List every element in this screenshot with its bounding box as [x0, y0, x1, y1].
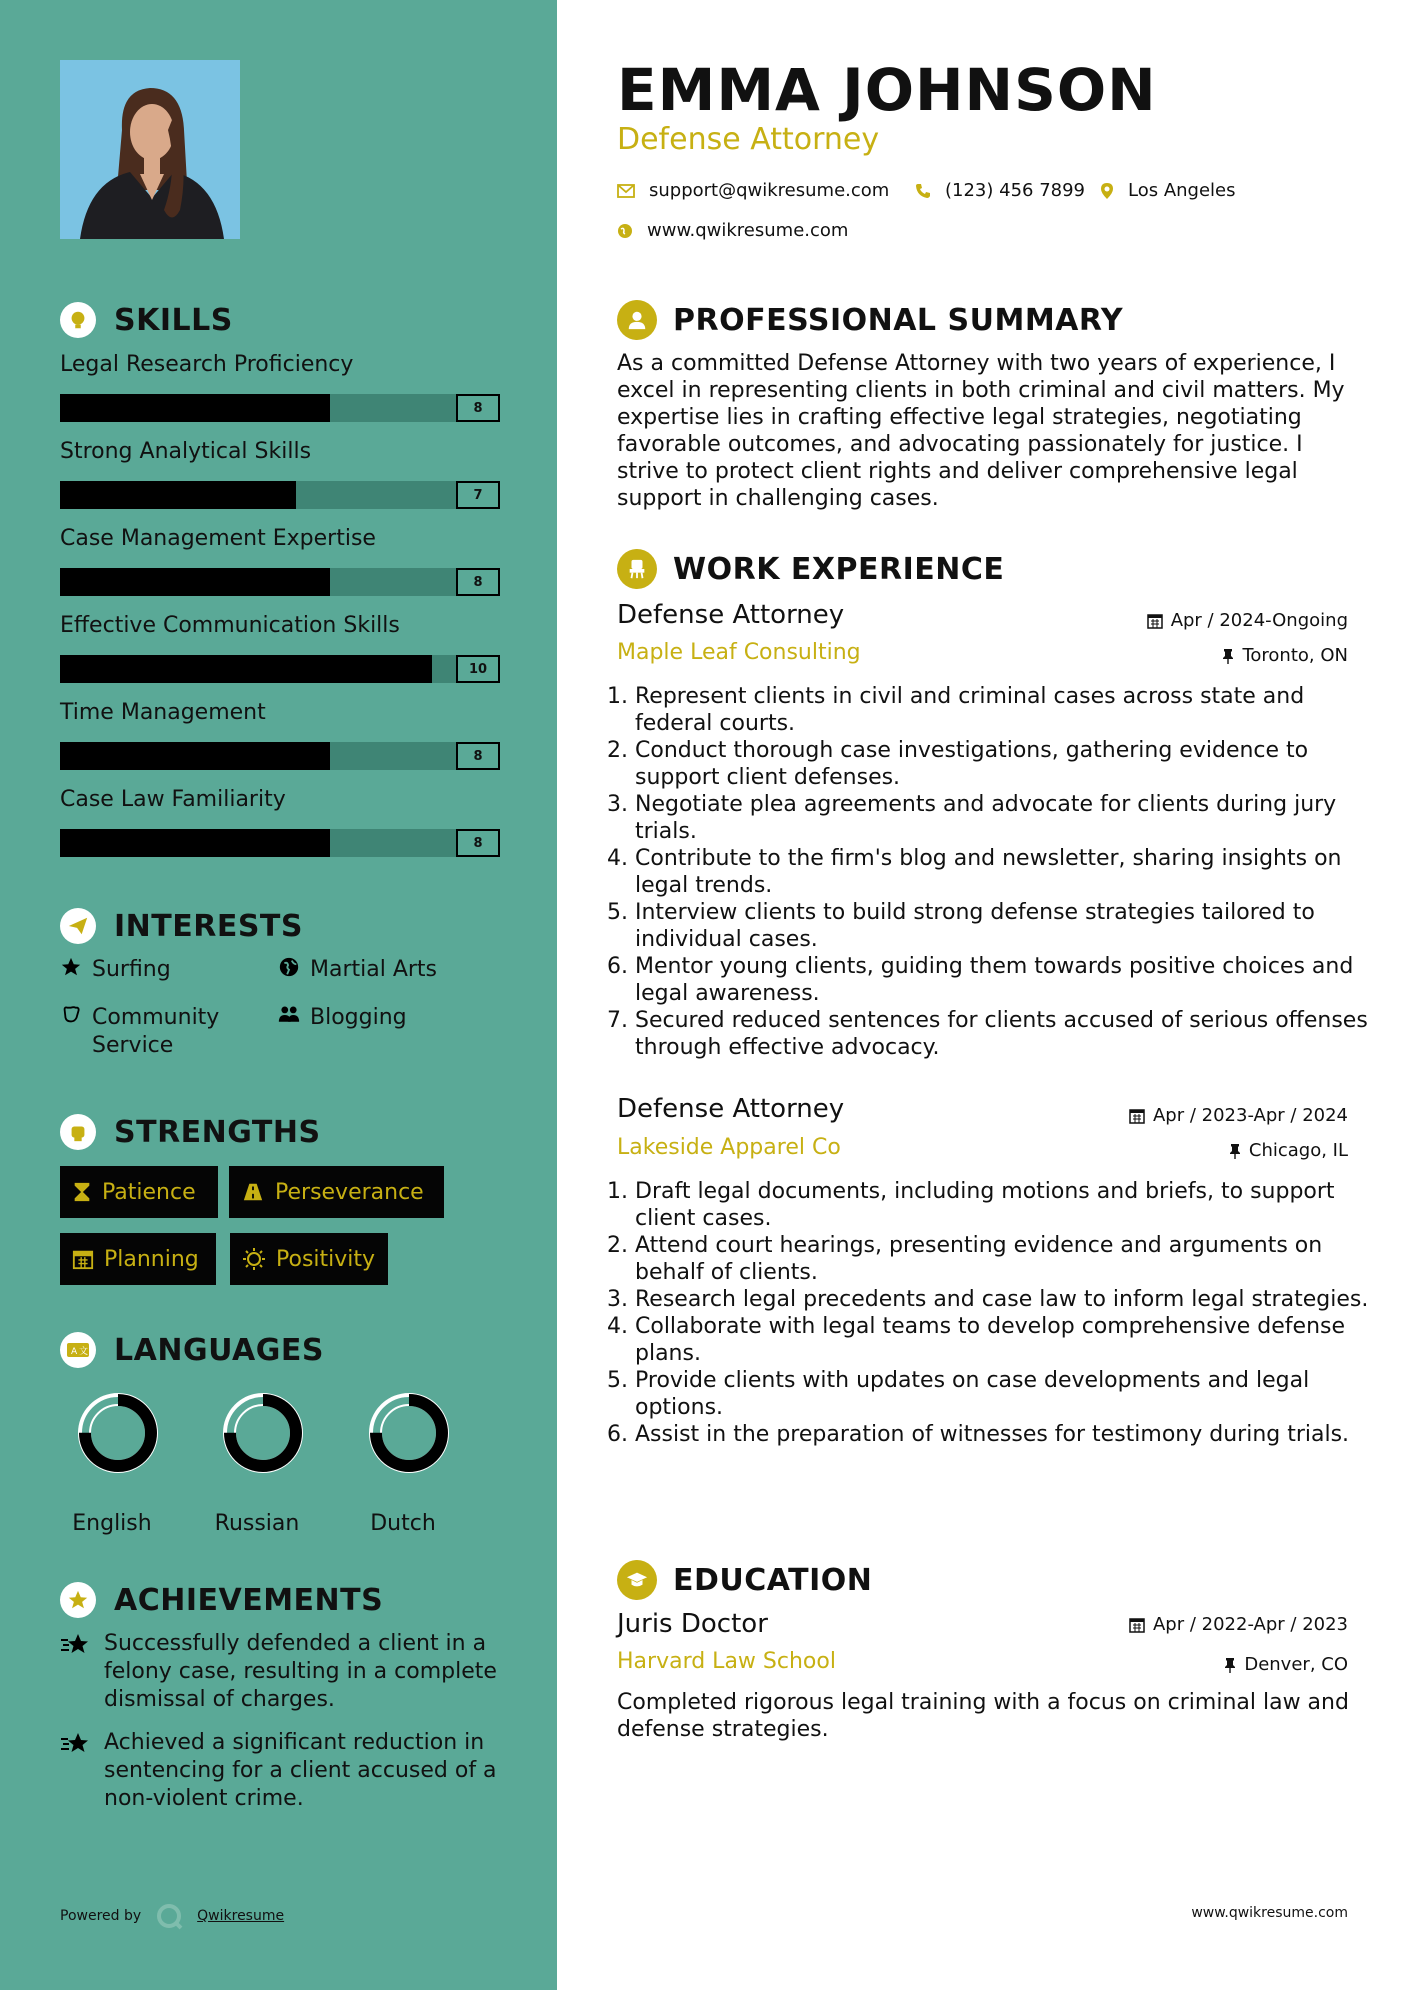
qwikresume-logo-icon	[155, 1902, 183, 1930]
skill-item	[60, 785, 500, 857]
calendar-icon	[1129, 1108, 1145, 1124]
language-ring	[361, 1385, 457, 1481]
job-duty: 6. Mentor young clients, guiding them towards positive choices and legal awareness.	[635, 953, 1375, 1007]
job-duties	[617, 1178, 1375, 1448]
strength-label: Patience	[102, 1179, 196, 1205]
contact-phone[interactable]	[915, 180, 1085, 201]
skill-bar	[60, 568, 500, 596]
education-dates	[1129, 1614, 1348, 1635]
sun-icon	[242, 1247, 266, 1271]
education-description: Completed rigorous legal training with a focus on criminal law and defense strategies.	[617, 1690, 1349, 1742]
strength-label: Perseverance	[275, 1179, 424, 1205]
skill-fill	[60, 655, 432, 683]
interest-label: Surfing	[92, 957, 171, 982]
job-duty: 3. Negotiate plea agreements and advocate for clients during jury trials.	[635, 791, 1375, 845]
lightbulb-icon	[60, 302, 96, 338]
calendar-icon	[72, 1248, 94, 1270]
skill-score: 10	[456, 655, 500, 683]
degree-title: Juris Doctor	[617, 1609, 768, 1639]
strength-label: Planning	[104, 1246, 199, 1272]
language-icon	[60, 1332, 96, 1368]
interest-label: Martial Arts	[310, 957, 438, 982]
qwikresume-link[interactable]: Qwikresume	[197, 1908, 285, 1924]
globe-icon	[617, 223, 633, 239]
skill-score: 8	[456, 394, 500, 422]
language-item	[343, 1385, 463, 1536]
job-location-text: Chicago, IL	[1248, 1140, 1348, 1161]
road-icon	[241, 1181, 265, 1203]
languages-header	[60, 1332, 324, 1368]
language-ring	[215, 1385, 311, 1481]
language-ring	[70, 1385, 166, 1481]
language-label: Dutch	[370, 1511, 436, 1536]
interest-item	[60, 1004, 250, 1060]
job-duty: 5. Provide clients with updates on case developments and legal options.	[635, 1367, 1375, 1421]
star-icon	[60, 956, 82, 978]
job-duty: 6. Assist in the preparation of witnesses for testimony during trials.	[635, 1421, 1375, 1448]
user-icon	[617, 300, 657, 340]
contact-website[interactable]	[617, 220, 848, 241]
achievement-text: Achieved a significant reduction in sentencing for a client accused of a non-violent crime.	[104, 1730, 497, 1811]
skill-bar	[60, 742, 500, 770]
skill-score: 8	[456, 568, 500, 596]
job-duties	[617, 683, 1375, 1061]
pushpin-icon	[1229, 1143, 1241, 1159]
phone-text: (123) 456 7899	[945, 180, 1086, 201]
calendar-icon	[1129, 1617, 1145, 1633]
skill-fill	[60, 742, 330, 770]
contact-email[interactable]	[617, 180, 889, 201]
strength-badge	[60, 1233, 216, 1285]
graduation-cap-icon	[617, 1560, 657, 1600]
email-text: support@qwikresume.com	[649, 180, 890, 201]
skill-label: Effective Communication Skills	[60, 613, 400, 638]
strengths-title: STRENGTHS	[114, 1114, 321, 1150]
school-name: Harvard Law School	[617, 1649, 836, 1674]
job-dates-text: Apr / 2023-Apr / 2024	[1152, 1105, 1348, 1126]
job-duty: 1. Draft legal documents, including motions and briefs, to support client cases.	[635, 1178, 1375, 1232]
skill-bar	[60, 481, 500, 509]
skill-bar	[60, 655, 500, 683]
experience-header	[617, 549, 1004, 589]
education-location	[1224, 1654, 1348, 1675]
skill-item	[60, 437, 500, 509]
role-title: Defense Attorney	[617, 122, 880, 157]
job-duty: 2. Attend court hearings, presenting evidence and arguments on behalf of clients.	[635, 1232, 1375, 1286]
job-duty: 3. Research legal precedents and case law to inform legal strategies.	[635, 1286, 1375, 1313]
skill-item	[60, 611, 500, 683]
footer-url[interactable]: www.qwikresume.com	[1191, 1905, 1348, 1921]
language-ring-fill	[85, 1400, 151, 1466]
strength-badge	[60, 1166, 218, 1218]
svg-text:A: A	[71, 1347, 78, 1357]
job-dates-text: Apr / 2024-Ongoing	[1170, 610, 1348, 631]
job-duty: 2. Conduct thorough case investigations, gathering evidence to support client defenses.	[635, 737, 1375, 791]
skills-title: SKILLS	[114, 302, 233, 338]
pushpin-icon	[1222, 648, 1234, 664]
strength-badge	[229, 1166, 444, 1218]
education-dates-text: Apr / 2022-Apr / 2023	[1152, 1614, 1348, 1635]
skills-header	[60, 302, 233, 338]
achievements-header	[60, 1582, 383, 1618]
skill-score: 8	[456, 829, 500, 857]
job-dates	[1129, 1105, 1348, 1126]
skill-score: 8	[456, 742, 500, 770]
calendar-icon	[1147, 613, 1163, 629]
language-label: Russian	[214, 1511, 300, 1536]
job-duty: 7. Secured reduced sentences for clients accused of serious offenses through effective advocacy.	[635, 1007, 1375, 1061]
summary-text: As a committed Defense Attorney with two years of experience, I excel in representing clients in both criminal and civil matters. My expertise lies in crafting effective legal strategies, negotiating favorable outcomes, and advocating passionately for justice. I strive to protect client rights and deliver comprehensive legal support in challenging cases.	[617, 351, 1345, 511]
shooting-star-icon	[60, 1630, 90, 1714]
job-duty: 4. Collaborate with legal teams to develop comprehensive defense plans.	[635, 1313, 1375, 1367]
hand-icon	[60, 1004, 82, 1026]
sidebar	[0, 0, 557, 1990]
interests-title: INTERESTS	[114, 908, 303, 944]
language-label: English	[72, 1511, 152, 1536]
phone-icon	[915, 183, 931, 199]
chair-icon	[617, 549, 657, 589]
skill-label: Legal Research Proficiency	[60, 352, 354, 377]
education-location-text: Denver, CO	[1244, 1654, 1348, 1675]
language-ring-fill	[230, 1400, 296, 1466]
globe-icon	[278, 956, 300, 978]
svg-text:文: 文	[79, 1347, 89, 1357]
skill-bar	[60, 829, 500, 857]
skill-label: Case Management Expertise	[60, 526, 376, 551]
skill-fill	[60, 568, 330, 596]
powered-by	[60, 1902, 284, 1930]
summary-title: PROFESSIONAL SUMMARY	[673, 302, 1124, 338]
interest-label: Blogging	[310, 1005, 407, 1030]
strength-label: Positivity	[276, 1246, 376, 1272]
strengths-header	[60, 1114, 321, 1150]
powered-by-label: Powered by	[60, 1908, 142, 1924]
users-icon	[278, 1004, 300, 1026]
skill-item	[60, 698, 500, 770]
contact-location	[1100, 180, 1236, 201]
languages-title: LANGUAGES	[114, 1332, 324, 1368]
skill-label: Time Management	[60, 700, 266, 725]
website-text: www.qwikresume.com	[647, 220, 849, 241]
skill-fill	[60, 394, 330, 422]
map-pin-icon	[1100, 182, 1114, 200]
skill-fill	[60, 481, 296, 509]
skill-item	[60, 524, 500, 596]
interest-label: Community Service	[92, 1005, 220, 1058]
achievement-item	[60, 1729, 500, 1813]
job-duty: 1. Represent clients in civil and criminal cases across state and federal courts.	[635, 683, 1375, 737]
envelope-icon	[617, 184, 635, 198]
pushpin-icon	[1224, 1657, 1236, 1673]
skill-label: Strong Analytical Skills	[60, 439, 312, 464]
job-duty: 4. Contribute to the firm's blog and newsletter, sharing insights on legal trends.	[635, 845, 1375, 899]
job-dates	[1147, 610, 1348, 631]
job-duty: 5. Interview clients to build strong defense strategies tailored to individual cases.	[635, 899, 1375, 953]
education-title: EDUCATION	[673, 1562, 873, 1598]
education-header	[617, 1560, 872, 1600]
shooting-star-icon	[60, 1729, 90, 1813]
star-badge-icon	[60, 1582, 96, 1618]
skill-label: Case Law Familiarity	[60, 787, 286, 812]
skill-fill	[60, 829, 330, 857]
skill-bar	[60, 394, 500, 422]
job-title: Defense Attorney	[617, 600, 845, 630]
interest-item	[278, 1004, 407, 1032]
job-company: Lakeside Apparel Co	[617, 1135, 841, 1160]
skill-score: 7	[456, 481, 500, 509]
summary-header	[617, 300, 1123, 340]
language-ring-fill	[376, 1400, 442, 1466]
job-location	[1222, 645, 1348, 666]
achievement-text: Successfully defended a client in a felony case, resulting in a complete dismissal of charges.	[104, 1631, 497, 1712]
language-item	[197, 1385, 317, 1536]
job-location-text: Toronto, ON	[1242, 645, 1348, 666]
interest-item	[278, 956, 437, 984]
hourglass-icon	[72, 1181, 92, 1203]
profile-photo	[60, 60, 240, 239]
experience-title: WORK EXPERIENCE	[673, 551, 1005, 587]
fist-icon	[60, 1114, 96, 1150]
skill-item	[60, 350, 500, 422]
interests-header	[60, 908, 303, 944]
location-text: Los Angeles	[1128, 180, 1236, 201]
paper-plane-icon	[60, 908, 96, 944]
language-item	[52, 1385, 172, 1536]
job-title: Defense Attorney	[617, 1094, 845, 1124]
name-heading: EMMA JOHNSON	[617, 56, 1157, 124]
achievement-item	[60, 1630, 500, 1714]
strength-badge	[230, 1233, 388, 1285]
job-company: Maple Leaf Consulting	[617, 640, 861, 665]
job-location	[1229, 1140, 1348, 1161]
interest-item	[60, 956, 171, 984]
achievements-title: ACHIEVEMENTS	[114, 1582, 384, 1618]
